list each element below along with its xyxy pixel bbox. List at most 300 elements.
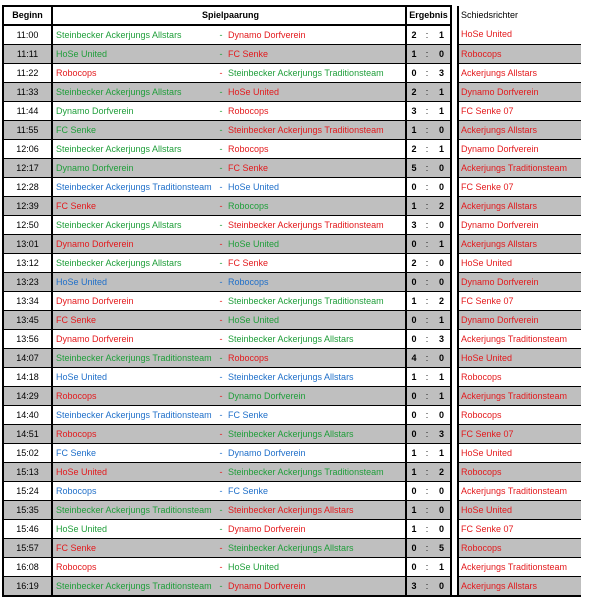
match-time: 12:39 [3,197,52,216]
referee: FC Senke 07 [458,425,581,444]
match-row [3,25,581,45]
away-team: Steinbecker Ackerjungs Traditionsteam [226,216,406,235]
column-gap [451,159,458,178]
match-separator: - [216,406,226,425]
match-row [3,349,581,368]
score-colon: : [421,178,433,197]
match-separator: - [216,159,226,178]
match-row [3,311,581,330]
column-gap [451,444,458,463]
match-row [3,539,581,558]
column-gap [451,558,458,577]
away-goals: 0 [433,520,451,539]
referee: Robocops [458,45,581,64]
home-goals: 1 [406,292,421,311]
column-gap [451,235,458,254]
header-start: Beginn [3,6,52,25]
away-goals: 1 [433,387,451,406]
away-team: Steinbecker Ackerjungs Allstars [226,330,406,349]
away-team: Robocops [226,349,406,368]
home-team: Steinbecker Ackerjungs Allstars [52,25,216,45]
score-colon: : [421,197,433,216]
away-goals: 0 [433,406,451,425]
home-goals: 1 [406,463,421,482]
home-team: Steinbecker Ackerjungs Traditionsteam [52,178,216,197]
match-row [3,235,581,254]
home-team: Dynamo Dorfverein [52,159,216,178]
away-team: Dynamo Dorfverein [226,387,406,406]
referee: Ackerjungs Allstars [458,64,581,83]
match-row [3,463,581,482]
match-separator: - [216,178,226,197]
home-team: Steinbecker Ackerjungs Traditionsteam [52,577,216,597]
referee: Ackerjungs Allstars [458,577,581,597]
column-gap [451,83,458,102]
referee: FC Senke 07 [458,178,581,197]
column-gap [451,501,458,520]
match-time: 11:22 [3,64,52,83]
score-colon: : [421,83,433,102]
home-goals: 3 [406,216,421,235]
column-gap [451,102,458,121]
home-goals: 2 [406,254,421,273]
home-team: FC Senke [52,197,216,216]
home-team: Steinbecker Ackerjungs Traditionsteam [52,349,216,368]
referee: HoSe United [458,501,581,520]
match-separator: - [216,273,226,292]
home-goals: 3 [406,102,421,121]
away-team: Dynamo Dorfverein [226,25,406,45]
column-gap [451,121,458,140]
score-colon: : [421,254,433,273]
away-goals: 1 [433,311,451,330]
score-colon: : [421,102,433,121]
away-goals: 0 [433,501,451,520]
referee: FC Senke 07 [458,520,581,539]
match-time: 14:18 [3,368,52,387]
match-row [3,444,581,463]
referee: Dynamo Dorfverein [458,83,581,102]
match-time: 11:00 [3,25,52,45]
match-time: 14:40 [3,406,52,425]
home-goals: 1 [406,121,421,140]
column-gap [451,425,458,444]
away-goals: 3 [433,64,451,83]
away-team: Steinbecker Ackerjungs Allstars [226,539,406,558]
match-separator: - [216,102,226,121]
away-goals: 0 [433,349,451,368]
match-time: 12:17 [3,159,52,178]
home-goals: 0 [406,425,421,444]
score-colon: : [421,159,433,178]
home-goals: 0 [406,482,421,501]
score-colon: : [421,368,433,387]
away-goals: 3 [433,425,451,444]
match-row [3,558,581,577]
referee: Robocops [458,539,581,558]
match-table [2,5,581,597]
column-gap [451,349,458,368]
away-goals: 2 [433,197,451,216]
home-goals: 0 [406,311,421,330]
match-time: 13:56 [3,330,52,349]
referee: Dynamo Dorfverein [458,216,581,235]
home-team: Steinbecker Ackerjungs Allstars [52,83,216,102]
away-team: Steinbecker Ackerjungs Allstars [226,501,406,520]
away-goals: 0 [433,273,451,292]
away-team: FC Senke [226,254,406,273]
score-colon: : [421,425,433,444]
away-team: HoSe United [226,178,406,197]
match-time: 14:29 [3,387,52,406]
away-team: Robocops [226,197,406,216]
home-goals: 0 [406,406,421,425]
score-colon: : [421,64,433,83]
referee: Robocops [458,406,581,425]
score-colon: : [421,140,433,159]
home-team: HoSe United [52,45,216,64]
away-goals: 1 [433,368,451,387]
match-row [3,178,581,197]
column-gap [451,254,458,273]
match-time: 13:45 [3,311,52,330]
column-gap [451,45,458,64]
away-team: Dynamo Dorfverein [226,577,406,597]
away-goals: 0 [433,121,451,140]
away-goals: 2 [433,292,451,311]
referee: Robocops [458,368,581,387]
away-team: HoSe United [226,83,406,102]
column-gap [451,6,458,25]
match-time: 14:51 [3,425,52,444]
home-goals: 3 [406,577,421,597]
match-separator: - [216,501,226,520]
home-team: Dynamo Dorfverein [52,292,216,311]
home-goals: 4 [406,349,421,368]
match-time: 15:46 [3,520,52,539]
match-separator: - [216,425,226,444]
away-goals: 1 [433,140,451,159]
away-team: Robocops [226,102,406,121]
home-team: HoSe United [52,463,216,482]
home-team: Robocops [52,64,216,83]
away-team: Steinbecker Ackerjungs Allstars [226,368,406,387]
match-time: 15:57 [3,539,52,558]
match-row [3,406,581,425]
column-gap [451,197,458,216]
away-goals: 1 [433,558,451,577]
schedule-sheet [2,5,596,597]
home-goals: 0 [406,178,421,197]
match-time: 11:33 [3,83,52,102]
away-team: FC Senke [226,45,406,64]
away-goals: 1 [433,25,451,45]
away-team: FC Senke [226,482,406,501]
away-team: HoSe United [226,311,406,330]
home-team: Dynamo Dorfverein [52,102,216,121]
column-gap [451,463,458,482]
score-colon: : [421,330,433,349]
home-goals: 0 [406,330,421,349]
home-goals: 1 [406,501,421,520]
match-separator: - [216,539,226,558]
home-team: FC Senke [52,121,216,140]
home-goals: 2 [406,25,421,45]
score-colon: : [421,444,433,463]
match-separator: - [216,235,226,254]
score-colon: : [421,501,433,520]
away-team: Steinbecker Ackerjungs Traditionsteam [226,64,406,83]
match-time: 11:44 [3,102,52,121]
match-row [3,425,581,444]
match-separator: - [216,558,226,577]
match-separator: - [216,520,226,539]
home-team: HoSe United [52,520,216,539]
home-goals: 0 [406,558,421,577]
match-row [3,197,581,216]
home-team: Steinbecker Ackerjungs Allstars [52,140,216,159]
score-colon: : [421,349,433,368]
referee: Ackerjungs Traditionsteam [458,330,581,349]
away-goals: 0 [433,216,451,235]
away-goals: 1 [433,83,451,102]
match-separator: - [216,463,226,482]
away-team: Steinbecker Ackerjungs Allstars [226,425,406,444]
away-goals: 1 [433,102,451,121]
match-row [3,159,581,178]
away-team: HoSe United [226,235,406,254]
away-goals: 1 [433,235,451,254]
away-team: Robocops [226,273,406,292]
match-time: 13:12 [3,254,52,273]
away-team: HoSe United [226,558,406,577]
referee: HoSe United [458,444,581,463]
home-team: Robocops [52,387,216,406]
score-colon: : [421,406,433,425]
column-gap [451,387,458,406]
home-goals: 1 [406,45,421,64]
home-team: Steinbecker Ackerjungs Traditionsteam [52,501,216,520]
home-goals: 5 [406,159,421,178]
away-team: Steinbecker Ackerjungs Traditionsteam [226,463,406,482]
match-separator: - [216,254,226,273]
match-row [3,45,581,64]
match-time: 11:55 [3,121,52,140]
referee: FC Senke 07 [458,102,581,121]
away-team: Steinbecker Ackerjungs Traditionsteam [226,121,406,140]
home-team: Dynamo Dorfverein [52,330,216,349]
column-gap [451,330,458,349]
home-team: Steinbecker Ackerjungs Allstars [52,254,216,273]
match-time: 12:06 [3,140,52,159]
score-colon: : [421,558,433,577]
match-row [3,102,581,121]
score-colon: : [421,273,433,292]
referee: Dynamo Dorfverein [458,311,581,330]
match-row [3,64,581,83]
home-team: Robocops [52,558,216,577]
column-gap [451,216,458,235]
home-goals: 2 [406,83,421,102]
away-team: Steinbecker Ackerjungs Traditionsteam [226,292,406,311]
column-gap [451,406,458,425]
score-colon: : [421,121,433,140]
column-gap [451,311,458,330]
column-gap [451,368,458,387]
home-team: Dynamo Dorfverein [52,235,216,254]
match-time: 15:35 [3,501,52,520]
home-team: FC Senke [52,311,216,330]
away-goals: 0 [433,45,451,64]
match-row [3,368,581,387]
home-team: Steinbecker Ackerjungs Allstars [52,216,216,235]
away-goals: 0 [433,482,451,501]
match-time: 13:34 [3,292,52,311]
score-colon: : [421,216,433,235]
home-team: HoSe United [52,368,216,387]
away-goals: 2 [433,463,451,482]
match-row [3,387,581,406]
column-gap [451,140,458,159]
match-separator: - [216,45,226,64]
match-time: 12:28 [3,178,52,197]
home-team: Robocops [52,482,216,501]
home-goals: 2 [406,140,421,159]
away-team: Dynamo Dorfverein [226,444,406,463]
match-time: 14:07 [3,349,52,368]
away-team: Dynamo Dorfverein [226,520,406,539]
home-goals: 0 [406,539,421,558]
referee: Dynamo Dorfverein [458,140,581,159]
home-goals: 0 [406,273,421,292]
referee: HoSe United [458,349,581,368]
home-team: Robocops [52,425,216,444]
match-separator: - [216,349,226,368]
score-colon: : [421,482,433,501]
match-separator: - [216,482,226,501]
match-separator: - [216,140,226,159]
match-separator: - [216,387,226,406]
score-colon: : [421,45,433,64]
match-separator: - [216,121,226,140]
referee: Dynamo Dorfverein [458,273,581,292]
match-separator: - [216,25,226,45]
column-gap [451,292,458,311]
match-separator: - [216,444,226,463]
match-separator: - [216,577,226,597]
match-row [3,482,581,501]
home-team: FC Senke [52,539,216,558]
referee: Ackerjungs Traditionsteam [458,387,581,406]
match-row [3,273,581,292]
away-goals: 0 [433,577,451,597]
home-goals: 0 [406,235,421,254]
home-team: Steinbecker Ackerjungs Traditionsteam [52,406,216,425]
score-colon: : [421,520,433,539]
column-gap [451,273,458,292]
match-row [3,292,581,311]
header-row [3,6,581,25]
referee: HoSe United [458,254,581,273]
column-gap [451,64,458,83]
referee: Ackerjungs Traditionsteam [458,482,581,501]
match-separator: - [216,64,226,83]
referee: Ackerjungs Allstars [458,121,581,140]
header-match: Spielpaarung [52,6,406,25]
match-row [3,577,581,597]
home-goals: 0 [406,64,421,83]
away-goals: 3 [433,330,451,349]
header-result: Ergebnis [406,6,451,25]
match-separator: - [216,311,226,330]
referee: Ackerjungs Traditionsteam [458,558,581,577]
referee: FC Senke 07 [458,292,581,311]
match-time: 13:01 [3,235,52,254]
column-gap [451,520,458,539]
score-colon: : [421,311,433,330]
column-gap [451,539,458,558]
away-team: Robocops [226,140,406,159]
home-team: HoSe United [52,273,216,292]
home-team: FC Senke [52,444,216,463]
home-goals: 1 [406,368,421,387]
home-goals: 0 [406,387,421,406]
score-colon: : [421,387,433,406]
referee: HoSe United [458,25,581,45]
column-gap [451,482,458,501]
match-row [3,254,581,273]
away-team: FC Senke [226,159,406,178]
match-row [3,83,581,102]
match-time: 16:19 [3,577,52,597]
match-time: 11:11 [3,45,52,64]
match-time: 15:24 [3,482,52,501]
match-time: 16:08 [3,558,52,577]
home-goals: 1 [406,444,421,463]
match-time: 15:13 [3,463,52,482]
score-colon: : [421,577,433,597]
home-goals: 1 [406,197,421,216]
match-separator: - [216,197,226,216]
match-separator: - [216,292,226,311]
away-team: FC Senke [226,406,406,425]
match-time: 15:02 [3,444,52,463]
referee: Ackerjungs Allstars [458,197,581,216]
match-row [3,330,581,349]
referee: Ackerjungs Traditionsteam [458,159,581,178]
away-goals: 0 [433,159,451,178]
match-row [3,501,581,520]
away-goals: 5 [433,539,451,558]
referee: Robocops [458,463,581,482]
away-goals: 0 [433,178,451,197]
match-row [3,520,581,539]
match-separator: - [216,330,226,349]
score-colon: : [421,25,433,45]
match-separator: - [216,83,226,102]
match-separator: - [216,368,226,387]
match-row [3,121,581,140]
home-goals: 1 [406,520,421,539]
match-time: 12:50 [3,216,52,235]
away-goals: 1 [433,444,451,463]
match-row [3,140,581,159]
header-referee: Schiedsrichter [458,6,581,25]
column-gap [451,178,458,197]
score-colon: : [421,539,433,558]
match-time: 13:23 [3,273,52,292]
referee: Ackerjungs Allstars [458,235,581,254]
